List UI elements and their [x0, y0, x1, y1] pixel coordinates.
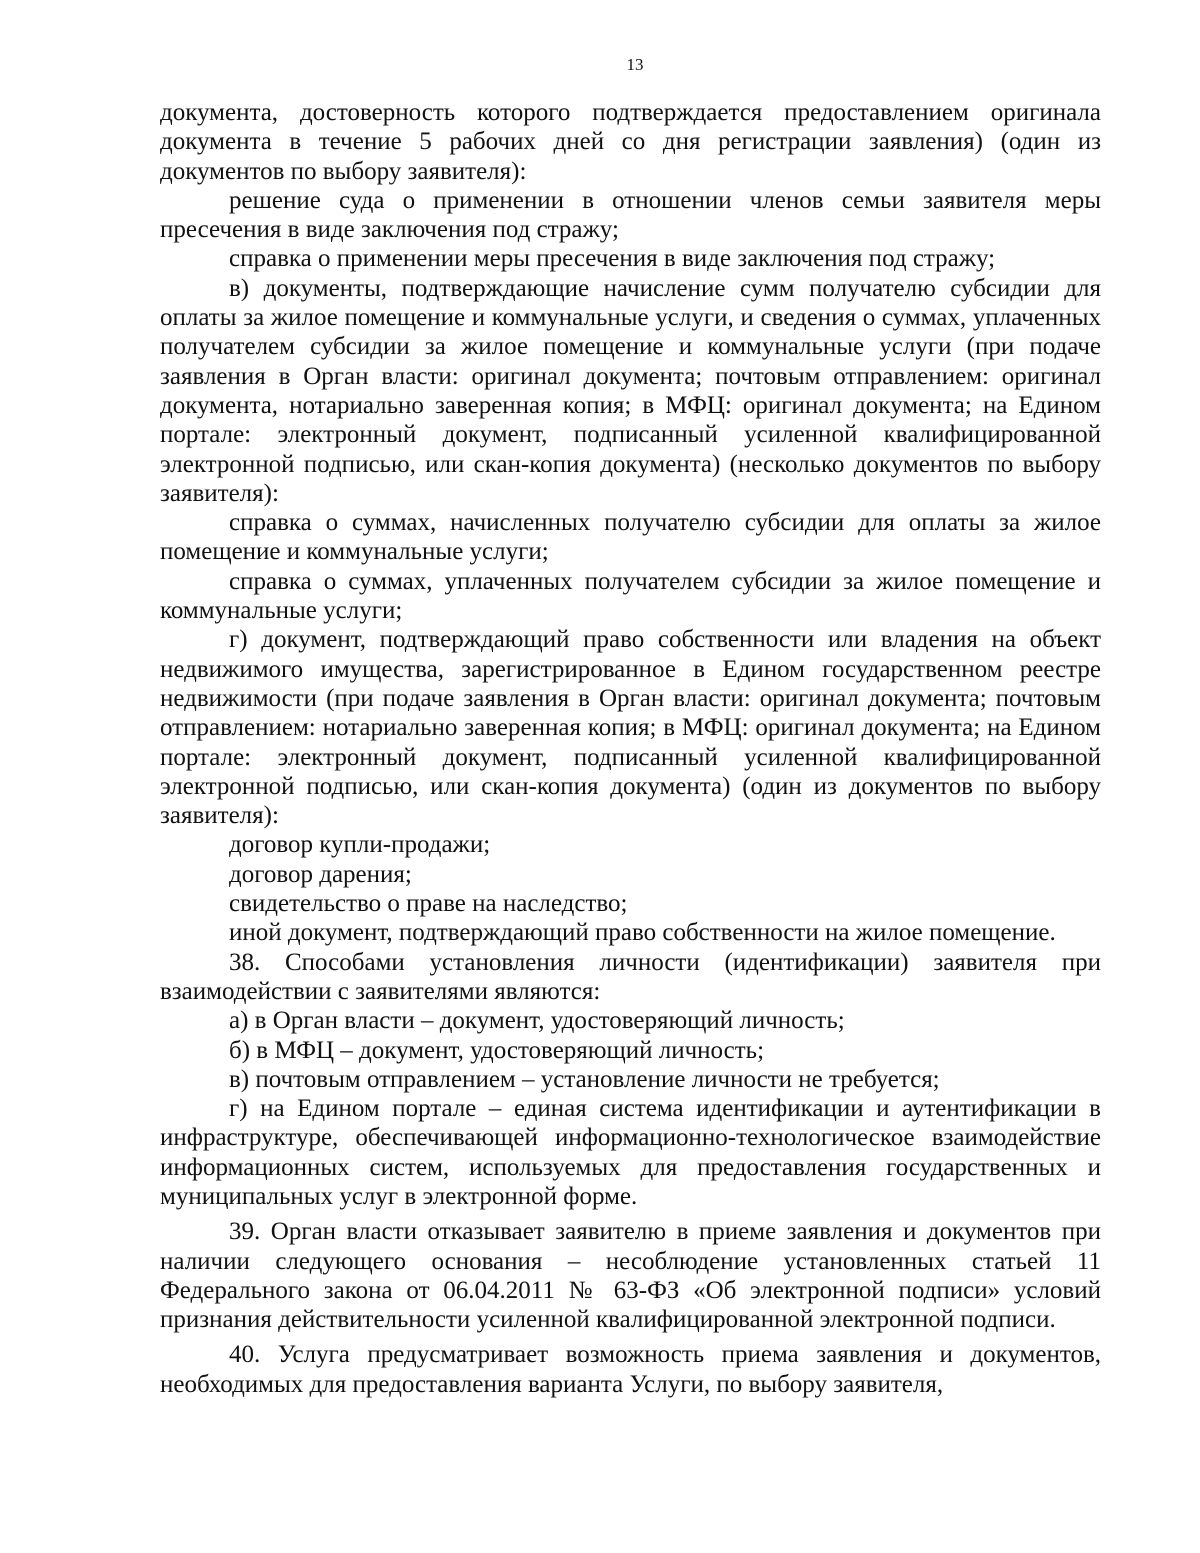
paragraph-item-g-ownership-document: г) документ, подтверждающий право собственности или владения на объект недвижимого имущества, зарегистрированное в Едином государственном реестре недвижимости (при подаче заявления в Орган власти: оригинал документа; почтовым отправлением: нотариально заверенная копия; в МФЦ: оригинал документа; на Едином портале: электронный документ, подписанный усиленной квалифицированной электронной подписью, или скан-копия документа) (один из документов по выбору заявителя):: [160, 626, 1101, 830]
document-body: [160, 98, 1101, 1399]
page-number: 13: [626, 55, 644, 74]
paragraph-item-v-subsidy-documents: в) документы, подтверждающие начисление сумм получателю субсидии для оплаты за жилое помещение и коммунальные услуги, и сведения о суммах, уплаченных получателем субсидии за жилое помещение и коммунальные услуги (при подаче заявления в Орган власти: оригинал документа; почтовым отправлением: оригинал документа, нотариально заверенная копия; в МФЦ: оригинал документа; на Едином портале: электронный документ, подписанный усиленной квалифицированной электронной подписью, или скан-копия документа) (несколько документов по выбору заявителя):: [160, 274, 1101, 507]
paragraph-40-service-reception: 40. Услуга предусматривает возможность приема заявления и документов, необходимых для предоставления варианта Услуги, по выбору заявителя,: [160, 1341, 1101, 1398]
paragraph-continuation: документа, достоверность которого подтверждается предоставлением оригинала документа в течение 5 рабочих дней со дня регистрации заявления) (один из документов по выбору заявителя):: [160, 99, 1101, 185]
paragraph-custody-certificate: справка о применении меры пресечения в виде заключения под стражу;: [229, 245, 996, 273]
paragraph-paid-sums-certificate: справка о суммах, уплаченных получателем субсидии за жилое помещение и коммунальные услуги;: [160, 567, 1101, 625]
paragraph-38v-postal: в) почтовым отправлением – установление личности не требуется;: [229, 1065, 940, 1093]
paragraph-sale-contract: договор купли-продажи;: [229, 831, 491, 859]
paragraph-39-refusal: 39. Орган власти отказывает заявителю в приеме заявления и документов при наличии следующего основания – несоблюдение установленных статьей 11 Федерального закона от 06.04.2011 № 63-ФЗ «Об электронной подписи» условий признания действительности усиленной квалифицированной электронной подписи.: [160, 1218, 1101, 1334]
paragraph-other-ownership-document: иной документ, подтверждающий право собственности на жилое помещение.: [229, 919, 1056, 947]
paragraph-38-identification-methods: 38. Способами установления личности (идентификации) заявителя при взаимодействии с заявителями являются:: [160, 948, 1101, 1005]
paragraph-38a-authority: а) в Орган власти – документ, удостоверяющий личность;: [229, 1007, 845, 1035]
paragraph-court-decision: решение суда о применении в отношении членов семьи заявителя меры пресечения в виде заключения под стражу;: [160, 186, 1101, 244]
paragraph-38g-unified-portal: г) на Едином портале – единая система идентификации и аутентификации в инфраструктуре, обеспечивающей информационно-технологическое взаимодействие информационных систем, используемых для предоставления государственных и муниципальных услуг в электронной форме.: [160, 1095, 1101, 1210]
paragraph-38b-mfc: б) в МФЦ – документ, удостоверяющий личность;: [229, 1036, 765, 1064]
paragraph-accrued-sums-certificate: справка о суммах, начисленных получателю субсидии для оплаты за жилое помещение и коммунальные услуги;: [160, 509, 1101, 566]
paragraph-gift-contract: договор дарения;: [229, 860, 412, 888]
paragraph-inheritance-certificate: свидетельство о праве на наследство;: [229, 890, 628, 918]
